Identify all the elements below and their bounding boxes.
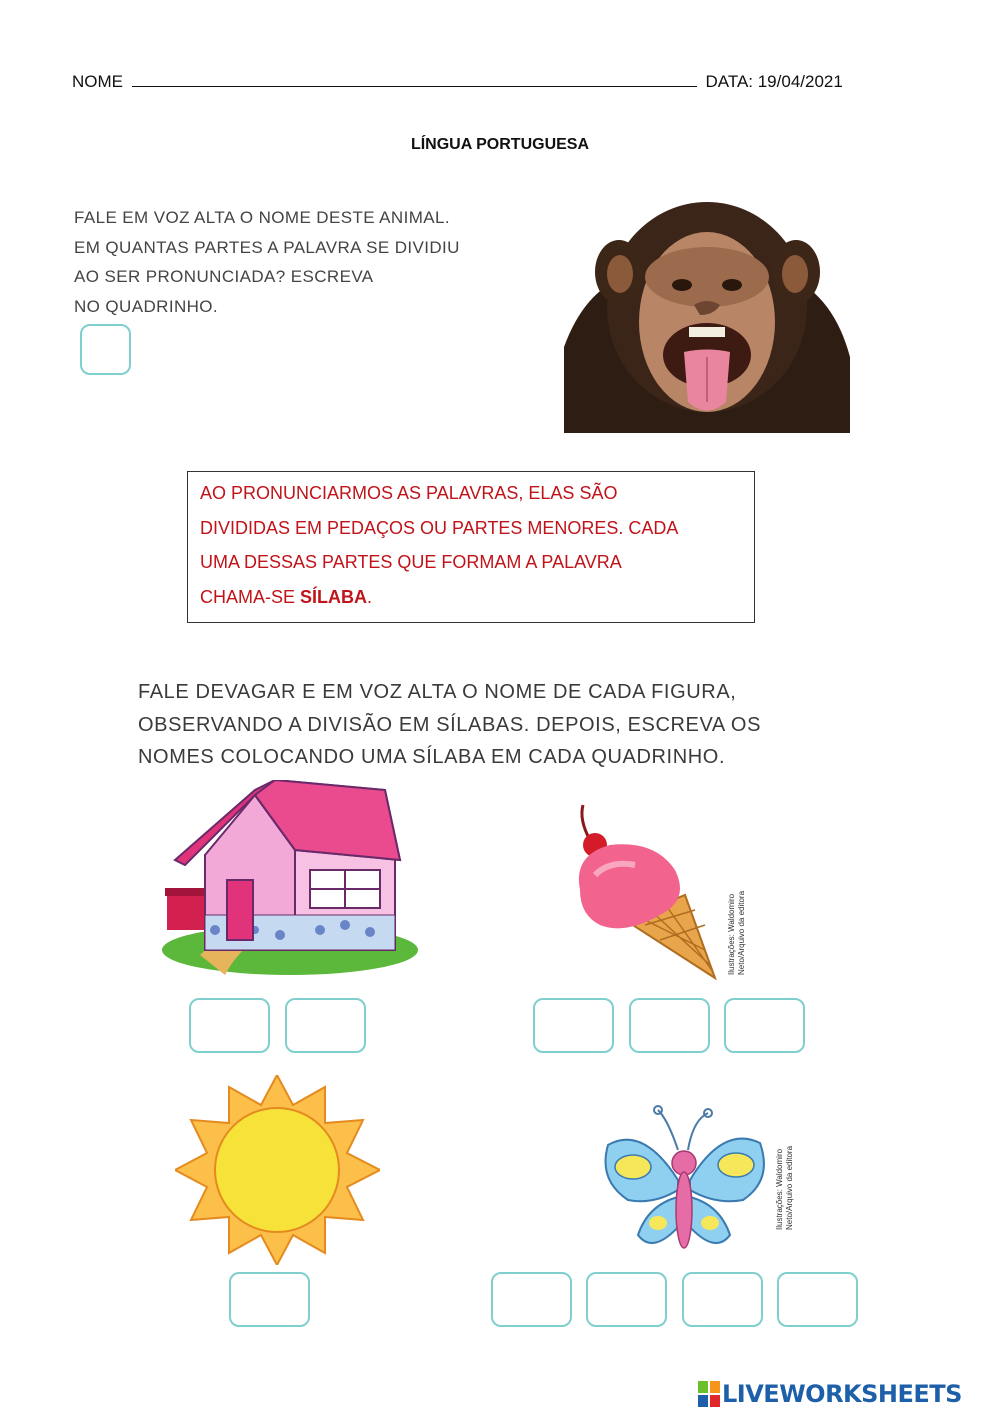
ice-cream-icon <box>565 800 725 985</box>
exercise1-line: NO QUADRINHO. <box>74 296 219 316</box>
info-last-suffix: . <box>367 586 373 607</box>
butterfly-syllable-box-2[interactable] <box>586 1272 667 1327</box>
exercise1-line: FALE EM VOZ ALTA O NOME DESTE ANIMAL. <box>74 208 450 227</box>
info-last-prefix: CHAMA-SE <box>200 586 301 607</box>
butterfly-syllable-box-4[interactable] <box>777 1272 858 1327</box>
syllable-definition-box <box>187 471 755 623</box>
credit-line: Neto/Arquivo da editora <box>737 890 746 975</box>
header-line <box>72 72 843 92</box>
info-line: DIVIDIDAS EM PEDAÇOS OU PARTES MENORES. CADA <box>200 517 679 538</box>
credit-line: Ilustrações: Waldomiro <box>727 893 736 975</box>
credit-line: Ilustrações: Waldomiro <box>775 1148 784 1230</box>
liveworksheets-wordmark: LIVEWORKSHEETS <box>722 1380 962 1408</box>
exercise2-line: FALE DEVAGAR E EM VOZ ALTA O NOME DE CADA FIGURA, <box>138 681 737 703</box>
date-label: DATA: 19/04/2021 <box>705 72 843 91</box>
exercise2-instructions <box>138 676 818 774</box>
ice-cream-credit <box>727 885 747 975</box>
exercise1-line: AO SER PRONUNCIADA? ESCREVA <box>74 267 374 286</box>
exercise2-line: NOMES COLOCANDO UMA SÍLABA EM CADA QUADRINHO. <box>138 746 726 768</box>
sun-icon <box>175 1075 380 1265</box>
chimpanzee-image <box>564 197 850 433</box>
animal-syllable-count-box[interactable] <box>80 324 131 375</box>
liveworksheets-logo <box>698 1378 962 1410</box>
info-line: UMA DESSAS PARTES QUE FORMAM A PALAVRA <box>200 552 622 572</box>
name-label: NOME <box>72 72 123 91</box>
house-syllable-box-2[interactable] <box>285 998 366 1053</box>
house-syllable-box-1[interactable] <box>189 998 270 1053</box>
page-title: LÍNGUA PORTUGUESA <box>410 136 590 153</box>
liveworksheets-logo-icon <box>698 1381 720 1407</box>
info-line-last <box>200 580 742 615</box>
house-icon <box>155 780 425 980</box>
ice-cream-syllable-box-2[interactable] <box>629 998 710 1053</box>
ice-cream-syllable-box-3[interactable] <box>724 998 805 1053</box>
butterfly-syllable-box-3[interactable] <box>682 1272 763 1327</box>
credit-line: Neto/Arquivo da editora <box>785 1145 794 1230</box>
exercise2-line: OBSERVANDO A DIVISÃO EM SÍLABAS. DEPOIS, ESCREVA OS <box>138 713 762 736</box>
butterfly-icon <box>598 1105 773 1265</box>
sun-syllable-box-1[interactable] <box>229 1272 310 1327</box>
syllable-term: SÍLABA <box>300 586 368 607</box>
ice-cream-syllable-box-1[interactable] <box>533 998 614 1053</box>
info-line: AO PRONUNCIARMOS AS PALAVRAS, ELAS SÃO <box>200 483 618 503</box>
butterfly-credit <box>775 1140 795 1230</box>
exercise1-instructions <box>74 203 544 321</box>
name-blank-line[interactable] <box>132 72 697 87</box>
butterfly-syllable-box-1[interactable] <box>491 1272 572 1327</box>
exercise1-line: EM QUANTAS PARTES A PALAVRA SE DIVIDIU <box>74 237 460 257</box>
